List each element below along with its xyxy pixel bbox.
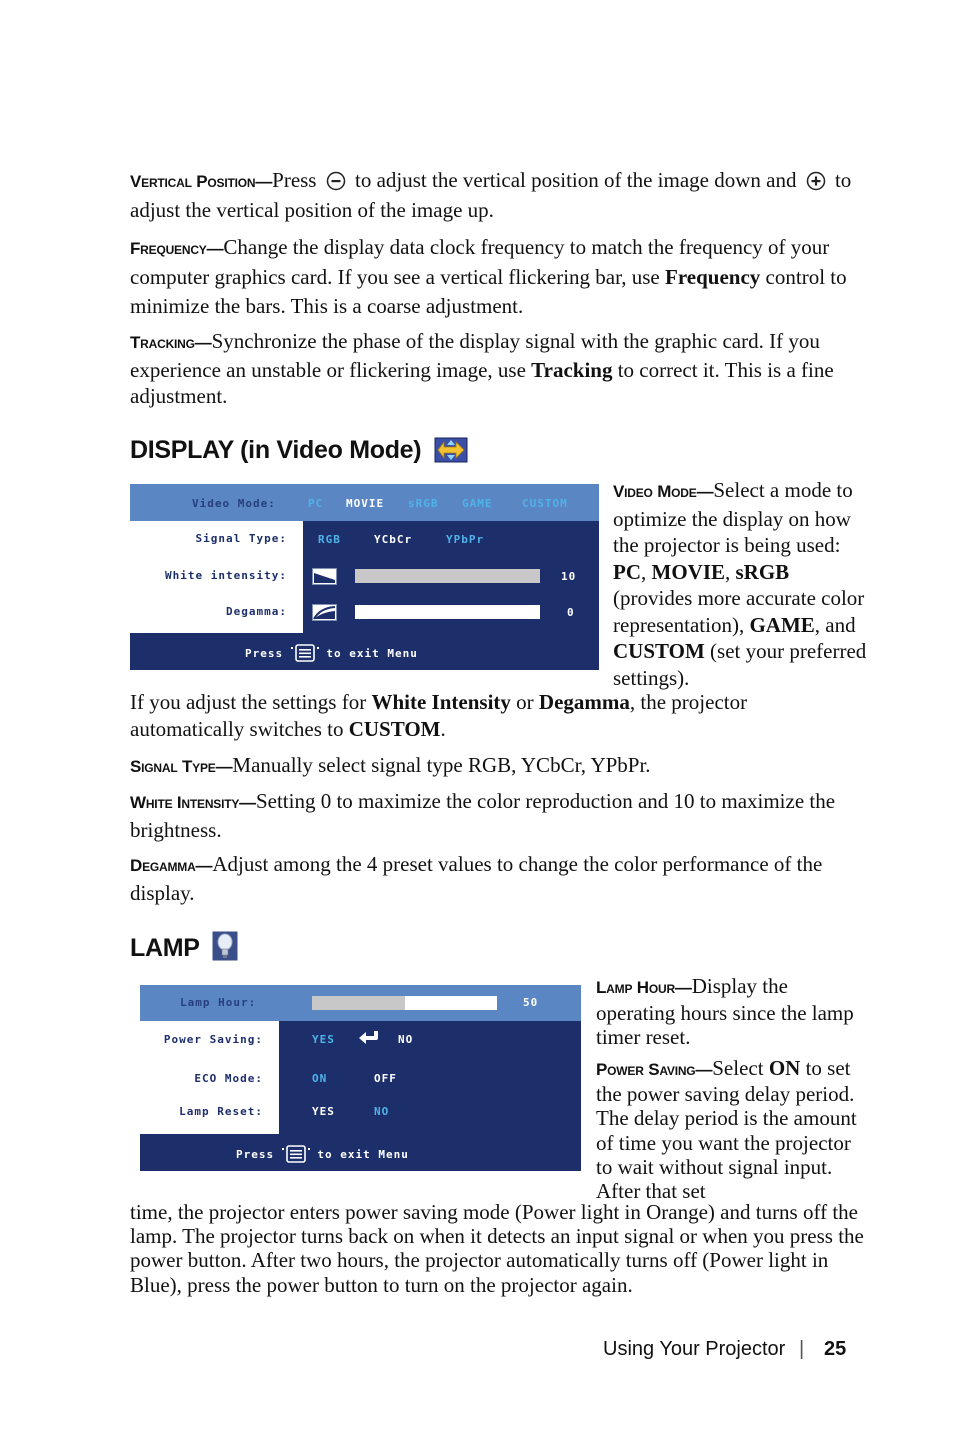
white-intensity-icon <box>312 568 337 585</box>
video-mode-label: Video Mode: <box>192 497 276 510</box>
lamp-bulb-icon <box>212 931 238 961</box>
osd-footer: Press to exit Menu <box>245 644 418 662</box>
power-saving-continued-paragraph: time, the projector enters power saving mode (Power light in Orange) and turns off the lamp. The projector turns back on when it detects an input signal or when you press the power button. After two hours, the projector automatically turns off (Power light in Blue), press the power button to turn on the projector again. <box>130 1200 864 1297</box>
vertical-position-term: Vertical Position— <box>130 172 273 191</box>
lamp-reset-option-yes[interactable]: YES <box>312 1105 335 1118</box>
video-mode-option-game[interactable]: GAME <box>462 497 493 510</box>
display-heading: DISPLAY (in Video Mode) <box>130 436 468 465</box>
white-intensity-paragraph: White Intensity—Setting 0 to maximize the color reproduction and 10 to maximize the brightness. <box>130 789 836 842</box>
frequency-term: Frequency— <box>130 239 224 258</box>
eco-mode-option-off[interactable]: OFF <box>374 1072 397 1085</box>
lamp-hour-term: Lamp Hour— <box>596 978 692 997</box>
video-mode-option-srgb[interactable]: sRGB <box>408 497 439 510</box>
degamma-value: 0 <box>567 606 575 619</box>
signal-type-option-rgb[interactable]: RGB <box>318 533 341 546</box>
power-saving-option-yes[interactable]: YES <box>312 1033 335 1046</box>
signal-type-term: Signal Type— <box>130 757 233 776</box>
lamp-hour-paragraph: Lamp Hour—Display the operating hours since the lamp timer reset. <box>596 974 854 1049</box>
lamp-reset-label: Lamp Reset: <box>179 1105 263 1118</box>
footer-section-title: Using Your Projector <box>603 1338 786 1360</box>
degamma-term: Degamma— <box>130 856 213 875</box>
adjust-note-paragraph: If you adjust the settings for White Intensity or Degamma, the projector automatically switches to CUSTOM. <box>130 690 748 741</box>
power-saving-term: Power Saving— <box>596 1060 713 1079</box>
osd-footer: Press to exit Menu <box>236 1145 409 1163</box>
menu-button-icon <box>291 644 319 662</box>
eco-mode-label: ECO Mode: <box>194 1072 263 1085</box>
degamma-slider[interactable] <box>355 605 540 619</box>
page-number: 25 <box>824 1338 847 1360</box>
enter-arrow-icon <box>358 1029 380 1047</box>
video-mode-term: Video Mode— <box>613 482 714 501</box>
display-settings-icon <box>434 437 468 463</box>
display-osd-menu <box>130 484 599 670</box>
frequency-paragraph: Frequency—Change the display data clock frequency to match the frequency of your computer graphics card. If you see a vertical flickering bar, use Frequency control to minimize the bars. This is a coarse adjustment. <box>130 235 847 318</box>
white-intensity-slider-fill <box>355 569 540 583</box>
video-mode-option-pc[interactable]: PC <box>308 497 324 510</box>
power-saving-paragraph: Power Saving—Select ON to set the power saving delay period. The delay period is the amount of time you want the projector to wait without signal input. After that set <box>596 1056 857 1204</box>
vertical-position-paragraph: Vertical Position—Press to adjust the vertical position of the image down and to adjust the vertical position of the image up. <box>130 168 852 222</box>
lamp-osd-menu <box>140 985 581 1171</box>
degamma-icon <box>312 604 337 621</box>
signal-type-paragraph: Signal Type—Manually select signal type RGB, YCbCr, YPbPr. <box>130 753 651 777</box>
lamp-hour-bar-fill <box>312 996 405 1010</box>
footer-separator: | <box>799 1338 805 1360</box>
tracking-term: Tracking— <box>130 333 212 352</box>
white-intensity-slider[interactable] <box>355 569 540 583</box>
tracking-paragraph: Tracking—Synchronize the phase of the display signal with the graphic card. If you experience an unstable or flickering image, use Tracking to correct it. This is a fine adjustment. <box>130 329 834 408</box>
lamp-hour-value: 50 <box>523 996 539 1009</box>
video-mode-option-movie[interactable]: MOVIE <box>346 497 385 510</box>
lamp-heading: LAMP <box>130 931 238 963</box>
eco-mode-option-on[interactable]: ON <box>312 1072 328 1085</box>
signal-type-label: Signal Type: <box>195 532 287 545</box>
degamma-label: Degamma: <box>226 605 287 618</box>
signal-type-option-ycbcr[interactable]: YCbCr <box>374 533 413 546</box>
white-intensity-label: White intensity: <box>165 569 287 582</box>
video-mode-option-custom[interactable]: CUSTOM <box>522 497 568 510</box>
menu-button-icon <box>282 1145 310 1163</box>
minus-button-icon <box>326 171 346 191</box>
lamp-hour-bar <box>312 996 497 1010</box>
power-saving-option-no[interactable]: NO <box>398 1033 414 1046</box>
white-intensity-value: 10 <box>561 570 577 583</box>
signal-type-option-ypbpr[interactable]: YPbPr <box>446 533 485 546</box>
plus-button-icon <box>806 171 826 191</box>
degamma-paragraph: Degamma—Adjust among the 4 preset values to change the color performance of the display. <box>130 852 823 905</box>
lamp-hour-label: Lamp Hour: <box>180 996 257 1009</box>
video-mode-paragraph: Video Mode—Select a mode to optimize the display on how the projector is being used: PC, MOVIE, sRGB (provides more accurate color representation), GAME, and CUSTOM (set your preferred settings). <box>613 478 867 690</box>
lamp-reset-option-no[interactable]: NO <box>374 1105 390 1118</box>
power-saving-label: Power Saving: <box>163 1033 263 1046</box>
white-intensity-term: White Intensity— <box>130 793 256 812</box>
